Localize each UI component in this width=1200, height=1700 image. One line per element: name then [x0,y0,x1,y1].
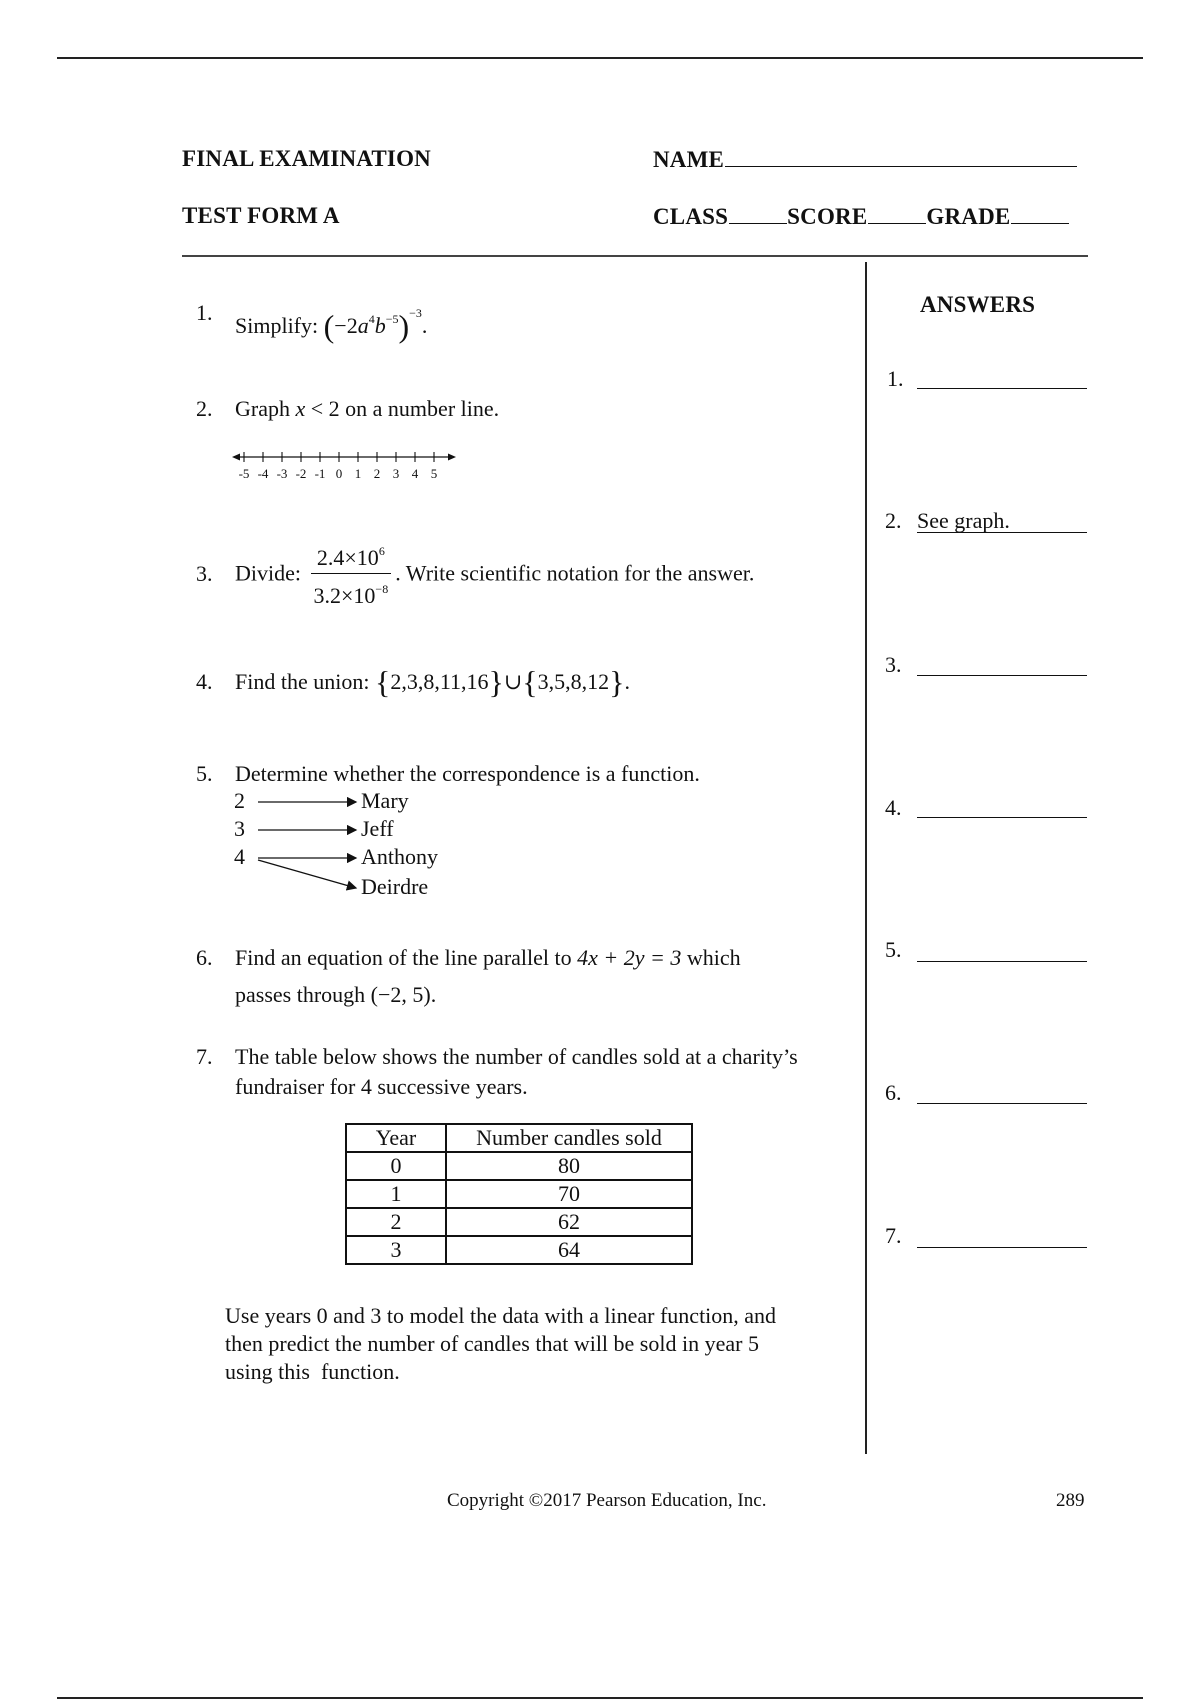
q1-var-b: b [374,313,386,338]
candles-table [345,1123,693,1265]
q2-relation: < 2 [310,396,340,421]
copyright-footer: Copyright ©2017 Pearson Education, Inc. [447,1490,767,1511]
q7-followup-line-3: using this function. [225,1359,400,1384]
name-field[interactable] [653,146,1077,173]
question-5-number: 5. [196,761,213,786]
number-line-tick-label: -2 [295,466,307,481]
open-paren: ( [323,308,335,344]
answer-6-label: 6. [885,1080,902,1105]
q1-exp-a: 4 [368,312,375,326]
q4-set-1: 2,3,8,11,16 [390,669,489,694]
answer-7-label: 7. [885,1223,902,1248]
q3-numerator-base: 2.4×10 [316,545,379,570]
question-7-followup [225,1302,776,1386]
number-line-tick-label: -5 [238,466,250,481]
q1-exp-b: −5 [385,312,399,326]
q6-eq-tail: which [686,945,741,970]
q1-base: −2 [334,313,358,338]
answer-7-blank[interactable] [917,1221,1087,1248]
q1-var-a: a [357,313,369,338]
brace-close-1: } [488,664,504,700]
question-3 [235,538,754,609]
question-1 [235,298,428,344]
question-4-text: Find the union: [235,669,370,694]
question-4-number: 4. [196,669,213,694]
question-2-text: Graph [235,396,290,421]
number-line-tick-label: 0 [335,466,343,481]
number-line-right-arrow-icon [448,454,456,461]
question-6-line-2 [235,980,436,1010]
col-header-sold: Number candles sold [446,1124,692,1152]
number-line-tick-label: 2 [373,466,381,481]
question-2-number: 2. [196,396,213,421]
class-score-grade-fields [653,203,1069,230]
name-label: NAME [653,147,725,172]
answer-6-blank[interactable] [917,1077,1087,1104]
q6-end: . [430,982,437,1007]
brace-close-2: } [609,664,625,700]
question-6-number: 6. [196,945,213,970]
answer-3-blank[interactable] [917,649,1087,676]
domain-item: 3 [234,816,245,841]
score-blank[interactable] [868,203,926,224]
number-line-tick-label: 1 [354,466,362,481]
page-number: 289 [1056,1490,1085,1511]
q1-outer-exp: −3 [409,306,422,320]
answer-2-label: 2. [885,508,902,533]
q7-followup-line-1: Use years 0 and 3 to model the data with a linear function, and [225,1303,777,1328]
test-form: TEST FORM A [182,203,340,228]
q2-tail: on a number line. [345,396,500,421]
answer-5-label: 5. [885,937,902,962]
range-item: Deirdre [361,874,429,899]
q2-var: x [295,396,306,421]
question-6-text: Find an equation of the line parallel to [235,945,572,970]
answer-2-value: See graph. [917,508,1010,533]
close-paren: ) [398,308,410,344]
table-row [346,1208,692,1236]
q3-fraction [311,538,392,609]
score-label: SCORE [787,204,868,229]
number-line [230,448,460,488]
table-row [346,1152,692,1180]
number-line-tick-label: 3 [392,466,400,481]
question-7-number: 7. [196,1044,213,1069]
q3-denominator-base: 3.2×10 [313,583,376,608]
q7-followup-line-2: then predict the number of candles that will be sold in year 5 [225,1331,759,1356]
answer-5-blank[interactable] [917,935,1087,962]
q3-tail: . Write scientific notation for the answer. [395,560,755,586]
brace-open-1: { [374,664,391,700]
cell-sold: 70 [446,1180,692,1208]
q4-set-2: 3,5,8,12 [537,669,610,694]
q4-end: . [624,669,631,694]
grade-label: GRADE [926,204,1011,229]
number-line-tick-label: -1 [314,466,326,481]
table-row [346,1180,692,1208]
q3-denominator-exp: −8 [375,582,389,596]
q6-point: (−2, 5) [370,982,431,1007]
number-line-left-arrow-icon [232,454,240,461]
q1-end: . [421,313,428,338]
class-label: CLASS [653,204,729,229]
question-4 [235,664,631,700]
q6-equation: 4x + 2y = 3 [577,945,682,970]
q6-line2-text: passes through [235,982,366,1007]
domain-item: 2 [234,788,245,813]
q3-numerator [311,538,392,574]
number-line-tick-label: -4 [257,466,269,481]
table-row [346,1236,692,1264]
answer-4-label: 4. [885,795,902,820]
domain-item: 4 [234,844,245,869]
range-item: Mary [361,788,409,813]
question-3-number: 3. [196,561,213,586]
question-1-text: Simplify: [235,313,319,338]
bottom-page-rule [57,1697,1143,1699]
number-line-ticks [239,452,438,481]
question-5-text: Determine whether the correspondence is a function. [235,761,700,786]
question-1-number: 1. [196,300,213,325]
answer-column-divider [865,262,867,1454]
range-item: Anthony [361,844,438,869]
question-2 [235,394,499,424]
answer-3-label: 3. [885,652,902,677]
answers-heading: ANSWERS [920,292,1036,317]
cell-year: 2 [346,1208,446,1236]
answer-4-blank[interactable] [917,791,1087,818]
cell-sold: 62 [446,1208,692,1236]
answer-1-label: 1. [887,366,904,391]
name-blank[interactable] [725,146,1077,167]
question-6 [235,943,741,973]
class-blank[interactable] [729,203,787,224]
range-item: Jeff [361,816,394,841]
mapping-arrows [254,786,374,906]
correspondence-diagram [234,786,464,906]
arrow-4-deirdre [258,860,356,888]
question-7-line-2: fundraiser for 4 successive years. [235,1074,528,1099]
header-divider [182,255,1088,257]
col-header-year: Year [346,1124,446,1152]
question-3-text: Divide: [235,560,301,586]
q3-denominator [311,574,392,609]
number-line-tick-label: -3 [276,466,288,481]
grade-blank[interactable] [1011,203,1069,224]
cell-year: 0 [346,1152,446,1180]
table-header-row [346,1124,692,1152]
q4-union-symbol: ∪ [503,669,523,694]
exam-title: FINAL EXAMINATION [182,146,431,171]
cell-sold: 80 [446,1152,692,1180]
top-page-rule [57,57,1143,59]
number-line-tick-label: 4 [411,466,419,481]
question-7-line-1: The table below shows the number of candles sold at a charity’s [235,1044,798,1069]
cell-year: 3 [346,1236,446,1264]
number-line-tick-label: 5 [430,466,438,481]
q3-numerator-exp: 6 [378,544,385,558]
cell-year: 1 [346,1180,446,1208]
brace-open-2: { [522,664,538,700]
answer-1-blank[interactable] [917,362,1087,389]
cell-sold: 64 [446,1236,692,1264]
